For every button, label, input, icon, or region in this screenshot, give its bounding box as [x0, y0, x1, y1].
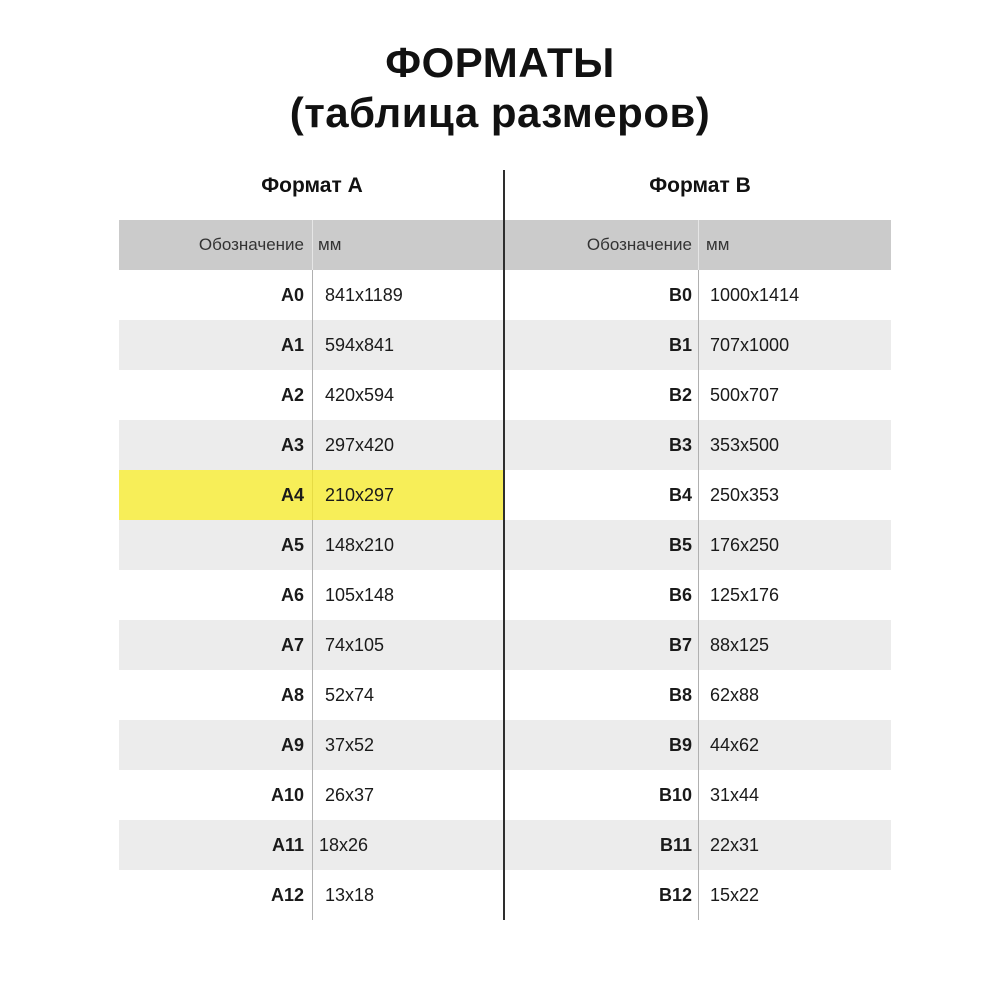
cell-separator — [312, 520, 313, 570]
cell-separator — [312, 720, 313, 770]
table-row — [505, 420, 891, 470]
format-size: 210x297 — [325, 485, 395, 505]
table-row — [119, 320, 503, 370]
format-code: B1 — [668, 335, 692, 355]
format-size: 88x125 — [710, 635, 770, 655]
cell-separator — [698, 770, 699, 820]
format-size: 22x31 — [710, 835, 760, 855]
format-size: 420x594 — [325, 385, 395, 405]
format-code: B0 — [668, 285, 692, 305]
cell-separator — [698, 620, 699, 670]
format-size: 176x250 — [710, 535, 780, 555]
table-row — [505, 270, 891, 320]
format-code: A8 — [280, 685, 304, 705]
cell-separator — [312, 270, 313, 320]
format-code: A7 — [280, 635, 304, 655]
cell-separator — [698, 720, 699, 770]
format-size: 148x210 — [325, 535, 395, 555]
table-header-row — [119, 220, 503, 270]
format-code: A1 — [280, 335, 304, 355]
table-row — [119, 570, 503, 620]
cell-separator — [698, 370, 699, 420]
table-row — [119, 270, 503, 320]
cell-separator — [698, 870, 699, 920]
cell-separator — [698, 320, 699, 370]
format-code: B12 — [658, 885, 692, 905]
table-row — [505, 870, 891, 920]
column-header-mm: мм — [706, 235, 730, 254]
table-row — [119, 720, 503, 770]
format-size: 74x105 — [325, 635, 385, 655]
cell-separator — [698, 820, 699, 870]
cell-separator — [312, 670, 313, 720]
format-code: A0 — [280, 285, 304, 305]
cell-separator — [312, 820, 313, 870]
page-title: ФОРМАТЫ — [385, 39, 615, 86]
table-row-highlighted — [119, 470, 503, 520]
format-a-table — [119, 220, 503, 920]
cell-separator — [312, 770, 313, 820]
cell-separator — [698, 520, 699, 570]
format-code: A3 — [280, 435, 304, 455]
table-row — [505, 570, 891, 620]
format-code: A10 — [270, 785, 304, 805]
format-size: 841x1189 — [325, 285, 403, 305]
table-row — [119, 420, 503, 470]
table-row — [505, 370, 891, 420]
format-code: A6 — [280, 585, 304, 605]
table-row — [119, 520, 503, 570]
format-code: B10 — [658, 785, 692, 805]
format-size: 52x74 — [325, 685, 375, 705]
format-size: 105x148 — [325, 585, 395, 605]
table-row — [119, 670, 503, 720]
format-size: 37x52 — [325, 735, 375, 755]
cell-separator — [698, 670, 699, 720]
format-size: 44x62 — [710, 735, 760, 755]
table-header-row — [505, 220, 891, 270]
cell-separator — [312, 370, 313, 420]
format-code: A9 — [280, 735, 304, 755]
table-row — [505, 770, 891, 820]
table-row — [505, 670, 891, 720]
format-code: A2 — [280, 385, 304, 405]
cell-separator — [312, 420, 313, 470]
format-code: B3 — [668, 435, 692, 455]
table-row — [505, 620, 891, 670]
format-code: B4 — [668, 485, 692, 505]
cell-separator — [312, 470, 313, 520]
column-header-designation: Обозначение — [586, 235, 692, 254]
column-header-designation: Обозначение — [198, 235, 304, 254]
format-a-heading: Формат А — [261, 174, 363, 197]
format-size: 297x420 — [325, 435, 395, 455]
format-b-table — [505, 220, 891, 920]
table-row — [119, 620, 503, 670]
table-row — [505, 520, 891, 570]
cell-separator — [698, 570, 699, 620]
format-size: 26x37 — [325, 785, 375, 805]
format-size: 353x500 — [710, 435, 780, 455]
format-size: 1000x1414 — [710, 285, 800, 305]
page-subtitle: (таблица размеров) — [289, 89, 711, 136]
format-size: 250x353 — [710, 485, 780, 505]
format-size: 15x22 — [710, 885, 760, 905]
cell-separator — [312, 320, 313, 370]
format-size: 62x88 — [710, 685, 760, 705]
format-code: A5 — [280, 535, 304, 555]
format-size: 31x44 — [710, 785, 760, 805]
format-code: B6 — [668, 585, 692, 605]
format-code: B2 — [668, 385, 692, 405]
format-code: B11 — [659, 835, 692, 855]
format-code: B5 — [668, 535, 692, 555]
table-row — [505, 720, 891, 770]
cell-separator — [698, 470, 699, 520]
format-code: B9 — [668, 735, 692, 755]
format-size: 594x841 — [325, 335, 395, 355]
table-row — [505, 820, 891, 870]
table-row — [119, 820, 503, 870]
table-row — [119, 870, 503, 920]
table-row — [119, 770, 503, 820]
column-header-mm: мм — [318, 235, 342, 254]
cell-separator — [312, 620, 313, 670]
format-code: A12 — [270, 885, 304, 905]
format-size: 13x18 — [325, 885, 375, 905]
cell-separator — [698, 420, 699, 470]
table-row — [505, 470, 891, 520]
format-code: A11 — [271, 835, 304, 855]
cell-separator — [698, 270, 699, 320]
cell-separator — [312, 570, 313, 620]
format-code: B7 — [668, 635, 692, 655]
format-size: 18x26 — [319, 835, 369, 855]
format-b-heading: Формат B — [649, 174, 751, 197]
cell-separator — [312, 220, 313, 270]
table-row — [505, 320, 891, 370]
cell-separator — [698, 220, 699, 270]
format-size: 707x1000 — [710, 335, 790, 355]
table-row — [119, 370, 503, 420]
cell-separator — [312, 870, 313, 920]
format-size: 125x176 — [710, 585, 780, 605]
format-code: A4 — [280, 485, 304, 505]
format-code: B8 — [668, 685, 692, 705]
format-size: 500x707 — [710, 385, 780, 405]
